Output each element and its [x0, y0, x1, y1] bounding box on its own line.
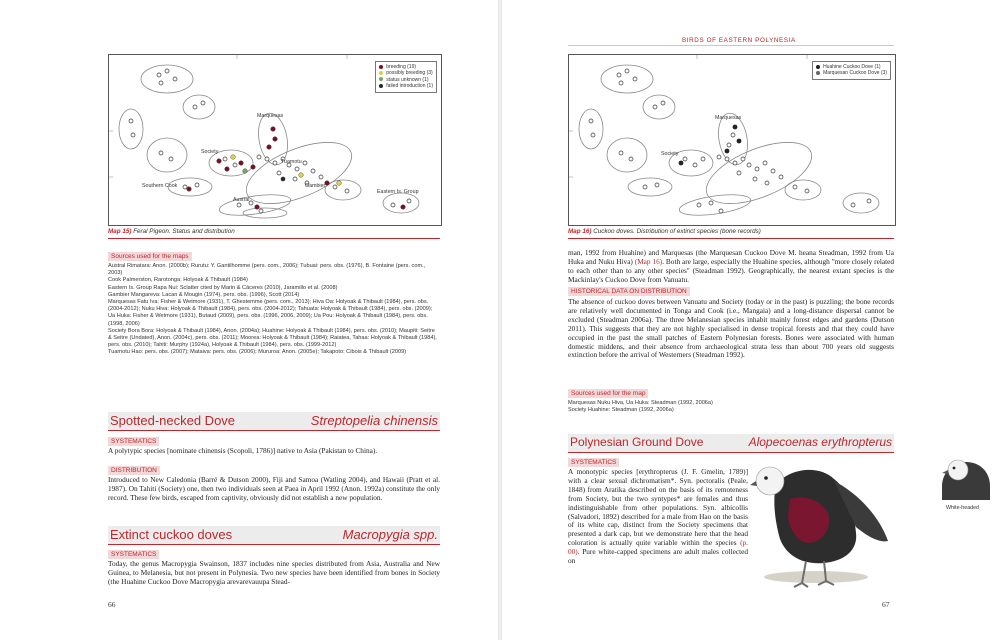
systematics-text: A polytypic species [nominate chinensis (Scopoli, 1786)] native to Asia (Pakistan to China).: [108, 446, 378, 455]
map-caption-text: Cuckoo doves. Distribution of extinct species (bone records): [591, 228, 761, 235]
legend-count: (3): [426, 70, 433, 77]
right-page: [502, 0, 1000, 640]
source-tuamotu: Tuamotu Hao: pers. obs. (2007); Mataiva: pers. obs. (2006); Mururoa: Anon. (2005e); Takapoto: Cibois & Thibault (2009): [108, 349, 407, 356]
legend-label: Huahine Cuckoo Dove: [823, 64, 874, 70]
cuckoo-doves-continuation: [568, 249, 894, 285]
map-label-austral: Austral: [233, 197, 250, 203]
map-caption-number: Map 16): [568, 228, 592, 235]
distribution-text: Introduced to New Caledonia (Barré & Dutson 2000), Fiji and Samoa (Watling 2004), and Hawaii (Pratt et al. 1987). On Tahiti (Society) one, then two individuals seen at Paea in April 1992 (Anon. 1992a) constitute the only record. These few birds, escaped from captivity, obviously did not establish a new population.: [108, 475, 440, 502]
map-legend: [812, 61, 891, 80]
legend-count: (3): [880, 70, 887, 77]
map-caption-text: Feral Pigeon. Status and distribution: [131, 228, 235, 235]
page-number: 67: [882, 600, 890, 609]
caption-rule: [568, 238, 894, 239]
bird-eye: [764, 476, 768, 480]
source-marquesas: Marquesas Nuku Hiva, Ua Huka: Steadman (1992, 2006a): [568, 400, 713, 406]
legend-swatch-breeding: [379, 65, 383, 69]
paragraph-text: A monotypic species [erythropterus (J. F. Gmelin, 1789)] with a clear sexual dichromatism*. Syn. pectoralis (Peale, 1848) from Aratika described on the basis of its remoteness from Society, but the two syntypes* are females and thus indistinguishable from other populations. Syn. albicollis (Salvadori, 1892) described for a male from Hao on the basis of its white cap, distinct from the Society specimens that presented a dark cap, but we demonstrate here that the head coloration is actually quite variable within the species: [568, 467, 748, 548]
map-label-eastern-group: Eastern Is. Group: [377, 189, 419, 195]
legend-swatch-status-unknown: [379, 77, 383, 81]
legend-label: possibly breeding: [386, 70, 426, 77]
running-head-rule: [568, 45, 894, 46]
inset-head: [948, 460, 968, 480]
map-caption-number: Map 15): [108, 228, 132, 235]
map-label-society: Society: [201, 149, 219, 155]
map-legend: [375, 61, 437, 93]
map-label-southern-cook: Southern Cook: [142, 183, 178, 189]
source-society: Society Bora Bora: Holyoak & Thibault (1984), Anon. (2004a); Huahine: Holyoak & Thibault (1984), pers. obs. (2010); Maupiti: Seitre & Seitre (Undated), Anon. (2004c), pers. obs. (2011); Moorea: Holyoak & Thibault (1984); Raiatea, Tahaa: Holyoak & Thibault (1984), pers. obs. (2010); Tahiti: Murphy (1924a), Holyoak & Thibault (1984), pers. obs. (1999-2012): [108, 327, 437, 349]
legend-count: (1): [426, 83, 433, 90]
sources-list: [108, 263, 440, 357]
source-eastern: Eastern Is. Group Rapa Nui: Sclatter cited by Marin & Cáceres (2010), Jaramillo et al. (2008): [108, 284, 338, 291]
legend-label: Marquesan Cuckoo Dove: [823, 70, 880, 77]
source-society: Society Huahine: Steadman (1992, 2006a): [568, 407, 674, 414]
sources-heading: Sources used for the map: [568, 389, 648, 398]
species-common-name: Spotted-necked Dove: [110, 413, 236, 428]
systematics-heading: SYSTEMATICS: [568, 458, 619, 467]
inset-beak: [942, 470, 949, 474]
source-cook: Cook Palmerston, Rarotonga: Holyoak & Thibault (1984): [108, 277, 248, 284]
legend-swatch-huahine: [816, 65, 820, 69]
map-reference-link[interactable]: (Map 16): [634, 256, 663, 266]
source-marquesas: Marquesas Fatu Iva: Fisher & Wetmore (1931), T. Ghestemme (pers. com., 2013); Hiva Oa: Holyoak & Thibault (1984), pers. obs. (2004-2012); Nuku Hiva: Holyoak & Thibault (1984), pers. obs. (2004-2012); Tahuata: Holyoak & Thibault (1984), pers. obs. (2009); Ua Huka: Fisher & Wetmore (1931), Butaud (2009), pers. obs. (1996, 2006, 2009); Ua Pou: Holyoak & Thibault (1984), pers. obs. (1998, 2006): [108, 299, 433, 327]
inset-eye: [953, 467, 956, 470]
distribution-heading: DISTRIBUTION: [108, 466, 160, 475]
ground-dove-illustration: [750, 455, 900, 595]
bird-head: [756, 467, 784, 495]
map-cuckoo-doves-graphic: [569, 55, 895, 225]
systematics-heading: SYSTEMATICS: [108, 437, 159, 446]
species-common-name: Polynesian Ground Dove: [570, 435, 704, 449]
systematics-text: Today, the genus Macropygia Swainson, 1837 includes nine species distributed from Asia, Australia and New Guinea, to Melanesia, but not present in Polynesia. Two new species have been identified from bones in Society (the Huahine Cuckoo Dove Macropygia arevarevauupa Stead-: [108, 559, 440, 586]
species-scientific-name: Streptopelia chinensis: [310, 413, 438, 428]
legend-item-marquesan-cuckoo-dove: [816, 70, 887, 76]
paragraph-text: . Both are large, especially the Huahine species, although "more closely related to each other than to any other species" (Steadman 1992). Geographically, the nearest extant species is the Mackinlay's Cuckoo Dove from Vanuatu.: [568, 256, 895, 284]
legend-count: (1): [422, 76, 429, 83]
species-scientific-name: Macropygia spp.: [342, 527, 438, 542]
source-austral: Austral Rimatara: Anon. (2000b); Rurutu: Y. Gantilhomme (pers. com., 2006); Tubuai: pers. obs. (1976), B. Fontaine (pers. com., 2003): [108, 263, 426, 277]
legend-count: (19): [407, 64, 417, 70]
map-caption: [108, 228, 235, 235]
legend-swatch-failed-introduction: [379, 84, 383, 88]
caption-rule: [108, 238, 440, 239]
map-label-marquesas: Marquesas: [257, 113, 284, 119]
sources-heading: Sources used for the maps: [108, 252, 192, 261]
map-label-gambier: Gambier: [305, 183, 326, 189]
left-page: [0, 0, 498, 640]
sources-list: [568, 400, 894, 414]
page-reference-link[interactable]: (p. 00): [568, 538, 748, 557]
legend-item-failed-introduction: [379, 83, 433, 89]
white-headed-label: White-headed: [946, 505, 979, 511]
legend-count: (1): [874, 64, 881, 70]
legend-swatch-marquesan: [816, 71, 820, 75]
historical-data-text: The absence of cuckoo doves between Vanuatu and Society (today or in the past) is puzzling; the bone records are relatively well documented in Tonga and Cook (i.e., Mangaia) and a long-distance dispersal cannot be excluded (Steadman 2006a). The three Melanesian species inhabit mainly forest edges and gardens (Dutson 2011). This suggests that they are not highly specialised in dense tropical forests and that they could have occupied in the past the small patches of Eastern Polynesian forests. Bones were associated with human domestic middens, and their absence from archaeological strata less than about 700 years old suggests extinction before the arrival of Westerners (Steadman 1992).: [568, 297, 894, 360]
species-common-name: Extinct cuckoo doves: [110, 527, 233, 542]
page-number: 66: [108, 600, 116, 609]
systematics-heading: SYSTEMATICS: [108, 550, 159, 559]
map-caption: [568, 228, 761, 235]
map-feral-pigeon: [108, 54, 442, 226]
legend-swatch-possibly-breeding: [379, 71, 383, 75]
species-header-extinct-cuckoo-doves: [108, 526, 440, 545]
white-headed-inset-illustration: [932, 452, 996, 502]
running-head: BIRDS OF EASTERN POLYNESIA: [682, 37, 796, 44]
map-label-tuamotu: Tuamotu: [281, 159, 302, 165]
map-label-marquesas: Marquesas: [715, 115, 742, 121]
historical-data-heading: HISTORICAL DATA ON DISTRIBUTION: [568, 287, 690, 296]
legend-label: status unknown: [386, 76, 422, 83]
legend-label: breeding: [386, 64, 406, 70]
bird-beak: [750, 481, 757, 486]
ground-shadow: [764, 571, 868, 583]
map-cuckoo-doves: [568, 54, 896, 226]
species-header-polynesian-ground-dove: [568, 434, 894, 453]
paragraph-text: . Pure white-capped specimens are adult males collected on: [568, 547, 748, 566]
species-header-spotted-necked-dove: [108, 412, 440, 431]
legend-label: failed introduction: [386, 83, 426, 90]
systematics-text: [568, 468, 748, 566]
paragraph-text: man, 1992 from Huahine) and Marquesas (the Marquesan Cuckoo Dove M. heana Steadman, 1992 from Ua Huka and Nuku Hiva): [568, 248, 894, 266]
map-label-society: Society: [661, 151, 679, 157]
species-scientific-name: Alopecoenas erythropterus: [748, 435, 892, 449]
source-gambier: Gambier Mangareva: Lacan & Mougin (1974), pers. obs. (1996), Scott (2014): [108, 291, 300, 298]
